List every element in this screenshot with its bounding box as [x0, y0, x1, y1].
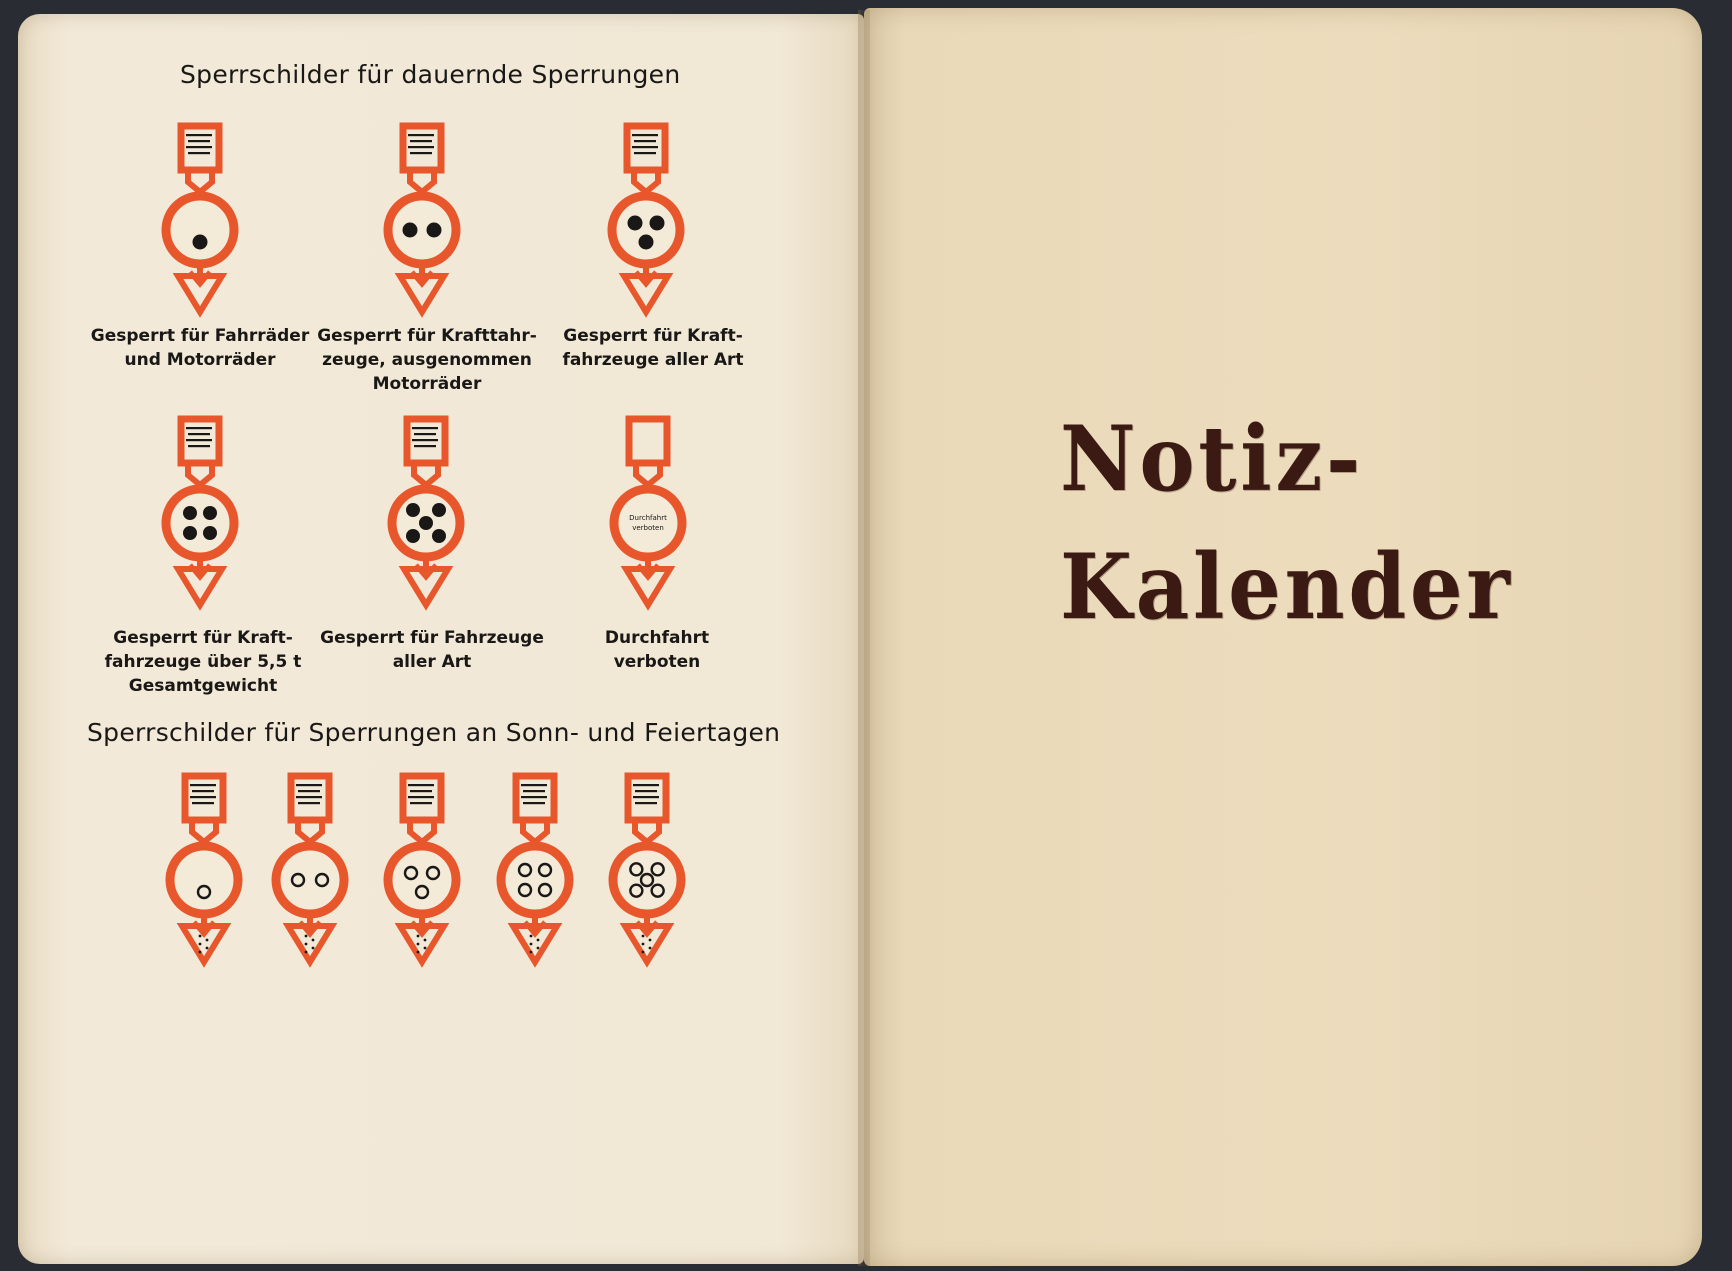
sign-no-through-traffic — [600, 413, 696, 613]
holiday-sign-1 — [156, 770, 252, 970]
svg-text:verboten: verboten — [632, 524, 664, 532]
holiday-sign-2 — [262, 770, 358, 970]
holiday-sign-5 — [599, 770, 695, 970]
holiday-sign-4 — [487, 770, 583, 970]
heading-permanent-closures: Sperrschilder für dauernde Sperrungen — [180, 60, 681, 89]
sign-heavy-vehicles-closed — [152, 413, 248, 613]
holiday-sign-3 — [374, 770, 470, 970]
caption-no-through-traffic: Durchfahrt verboten — [604, 628, 710, 672]
sign-all-motor-vehicles-closed — [598, 120, 694, 320]
sign-motor-vehicles-except-motorcycles-closed — [374, 120, 470, 320]
sign-all-vehicles-closed — [378, 413, 474, 613]
caption-heavy-vehicles: Gesperrt für Kraft- fahrzeuge über 5,5 t Gesamtgewicht — [104, 628, 302, 696]
heading-holiday-closures: Sperrschilder für Sperrungen an Sonn- und Feiertagen — [87, 718, 781, 747]
sign-bicycles-motorcycles-closed — [152, 120, 248, 320]
notiz-kalender-title: Notiz- Kalender — [1060, 406, 1514, 640]
svg-text:Durchfahrt: Durchfahrt — [629, 514, 667, 522]
caption-all-motor-vehicles: Gesperrt für Kraft- fahrzeuge aller Art — [562, 326, 744, 370]
caption-all-vehicles: Gesperrt für Fahrzeuge aller Art — [320, 628, 544, 672]
page-gutter — [858, 10, 870, 1266]
caption-bicycles-motorcycles: Gesperrt für Fahrräder und Motorräder — [90, 326, 310, 370]
caption-motor-vehicles-except-motorcycles: Gesperrt für Krafttahr- zeuge, ausgenommen Motorräder — [317, 326, 537, 394]
